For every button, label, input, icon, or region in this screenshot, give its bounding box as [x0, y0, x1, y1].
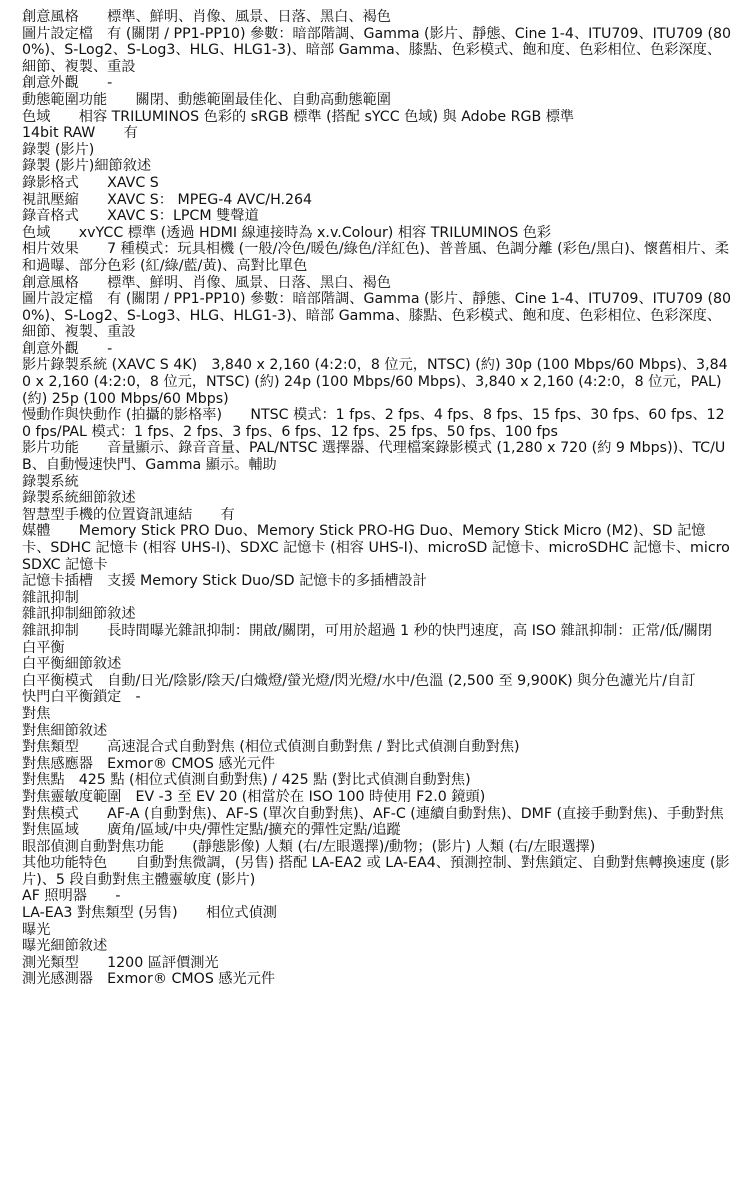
spec-line-picture-effect: 相片效果 7 種模式：玩具相機 (一般/冷色/暖色/綠色/洋紅色)、普普風、色調分離 (彩色/黑白)、懷舊相片、柔和過曝、部分色彩 (紅/綠/藍/黃)、高對比單色	[22, 241, 730, 274]
spec-line-noise-reduction: 雜訊抑制 長時間曝光雜訊抑制：開啟/關閉，可用於超過 1 秒的快門速度，高 ISO 雜訊抑制：正常/低/關閉	[22, 622, 713, 639]
spec-line-smartphone-location: 智慧型手機的位置資訊連結 有	[22, 506, 235, 523]
spec-line-creative-style-2: 創意風格 標準、鮮明、肖像、風景、日落、黑白、褐色	[22, 274, 391, 291]
spec-line-creative-look-2: 創意外觀 -	[22, 340, 113, 357]
spec-line-movie-functions: 影片功能 音量顯示、錄音音量、PAL/NTSC 選擇器、代理檔案錄影模式 (1,280 x 720 (約 9 Mbps))、TC/UB、自動慢速快門、Gamma 顯示。輔助	[22, 440, 726, 474]
spec-line-slow-quick-motion: 慢動作與快動作 (拍攝的影格率) NTSC 模式：1 fps、2 fps、4 fps、8 fps、15 fps、30 fps、60 fps、120 fps/PAL 模式：1 fps、2 fps、3 fps、6 fps、12 fps、25 fps、50 fps、100 fps	[22, 407, 725, 440]
section-heading-exposure: 曝光	[22, 921, 51, 938]
section-subheading-recording-system-details: 錄製系統細節敘述	[22, 490, 136, 507]
spec-line-creative-look: 創意外觀 -	[22, 75, 113, 92]
spec-line-recording-format: 錄影格式 XAVC S	[22, 174, 159, 191]
spec-line-dynamic-range: 動態範圍功能 關閉、動態範圍最佳化、自動高動態範圍	[22, 91, 391, 108]
spec-line-focus-mode: 對焦模式 AF-A (自動對焦)、AF-S (單次自動對焦)、AF-C (連續自動對焦)、DMF (直接手動對焦)、手動對焦	[22, 805, 724, 822]
spec-line-metering-sensor: 測光感測器 Exmor® CMOS 感光元件	[22, 971, 276, 988]
section-heading-recording-system: 錄製系統	[22, 473, 79, 490]
section-subheading-focus-details: 對焦細節敘述	[22, 722, 108, 739]
spec-line-video-compression: 視訊壓縮 XAVC S： MPEG-4 AVC/H.264	[22, 191, 313, 208]
spec-line-14bit-raw: 14bit RAW 有	[22, 125, 138, 142]
spec-line-audio-format: 錄音格式 XAVC S：LPCM 雙聲道	[22, 208, 259, 225]
section-heading-recording-movie: 錄製 (影片)	[22, 141, 95, 158]
section-subheading-recording-movie-details: 錄製 (影片)細節敘述	[22, 158, 152, 175]
spec-line-white-balance-modes: 白平衡模式 自動/日光/陰影/陰天/白熾燈/螢光燈/閃光燈/水中/色溫 (2,500 至 9,900K) 與分色濾光片/自訂	[22, 672, 696, 689]
spec-line-shutter-wb-lock: 快門白平衡鎖定 -	[22, 689, 141, 706]
spec-line-creative-style: 創意風格 標準、鮮明、肖像、風景、日落、黑白、褐色	[22, 9, 391, 25]
spec-line-media: 媒體 Memory Stick PRO Duo、Memory Stick PRO-HG Duo、Memory Stick Micro (M2)、SD 記憶卡、SDHC 記憶卡 (相容 UHS-I)、SDXC 記憶卡 (相容 UHS-I)、microSD 記憶卡、microSDHC 記憶卡、microSDXC 記憶卡	[22, 523, 730, 573]
spec-line-focus-type: 對焦類型 高速混合式自動對焦 (相位式偵測自動對焦 / 對比式偵測自動對焦)	[22, 739, 520, 756]
spec-line-picture-profile: 圖片設定檔 有 (關閉 / PP1-PP10) 參數：暗部階調、Gamma (影片、靜態、Cine 1-4、ITU709、ITU709 (800%)、S-Log2、S-Log3、HLG、HLG1-3)、暗部 Gamma、膝點、色彩模式、飽和度、色彩相位、色彩深度、細節、複製、重設	[22, 25, 732, 75]
spec-line-focus-area: 對焦區域 廣角/區域/中央/彈性定點/擴充的彈性定點/追蹤	[22, 822, 401, 839]
spec-line-la-ea3-focus-type: LA-EA3 對焦類型 (另售) 相位式偵測	[22, 905, 277, 922]
spec-line-focus-sensor: 對焦感應器 Exmor® CMOS 感光元件	[22, 755, 276, 772]
spec-line-movie-color-space: 色域 xvYCC 標準 (透過 HDMI 線連接時為 x.v.Colour) 相容 TRILUMINOS 色彩	[22, 224, 552, 241]
spec-line-af-illuminator: AF 照明器 -	[22, 888, 121, 905]
spec-line-movie-recording-system: 影片錄製系統 (XAVC S 4K) 3,840 x 2,160 (4:2:0，8 位元，NTSC) (約) 30p (100 Mbps/60 Mbps)、3,840 x 2,160 (4:2:0，8 位元，NTSC) (約) 24p (100 Mbps/60 Mbps)、3,840 x 2,160 (4:2:0，8 位元，PAL) (約) 25p (100 Mbps/60 Mbps)	[22, 357, 728, 407]
spec-line-focus-sensitivity-range: 對焦靈敏度範圍 EV -3 至 EV 20 (相當於在 ISO 100 時使用 F2.0 鏡頭)	[22, 788, 486, 805]
spec-line-memory-card-slot: 記憶卡插槽 支援 Memory Stick Duo/SD 記憶卡的多插槽設計	[22, 573, 427, 590]
spec-line-picture-profile-2: 圖片設定檔 有 (關閉 / PP1-PP10) 參數：暗部階調、Gamma (影片、靜態、Cine 1-4、ITU709、ITU709 (800%)、S-Log2、S-Log3、HLG、HLG1-3)、暗部 Gamma、膝點、色彩模式、飽和度、色彩相位、色彩深度、細節、複製、重設	[22, 291, 732, 341]
section-heading-noise-reduction: 雜訊抑制	[22, 589, 79, 606]
spec-line-focus-points: 對焦點 425 點 (相位式偵測自動對焦) / 425 點 (對比式偵測自動對焦)	[22, 772, 471, 789]
section-subheading-exposure-details: 曝光細節敘述	[22, 938, 108, 955]
spec-line-eye-af: 眼部偵測自動對焦功能 (靜態影像) 人類 (右/左眼選擇)/動物；(影片) 人類 (右/左眼選擇)	[22, 838, 596, 855]
section-heading-focus: 對焦	[22, 705, 51, 722]
section-heading-white-balance: 白平衡	[22, 639, 65, 656]
section-subheading-white-balance-details: 白平衡細節敘述	[22, 656, 122, 673]
spec-line-color-space: 色域 相容 TRILUMINOS 色彩的 sRGB 標準 (搭配 sYCC 色域) 與 Adobe RGB 標準	[22, 108, 575, 125]
section-subheading-noise-reduction-details: 雜訊抑制細節敘述	[22, 606, 136, 623]
spec-line-other-features: 其他功能特色 自動對焦微調，(另售) 搭配 LA-EA2 或 LA-EA4、預測控制、對焦鎖定、自動對焦轉換速度 (影片)、5 段自動對焦主體靈敏度 (影片)	[22, 855, 730, 888]
spec-line-metering-type: 測光類型 1200 區評價測光	[22, 954, 219, 971]
